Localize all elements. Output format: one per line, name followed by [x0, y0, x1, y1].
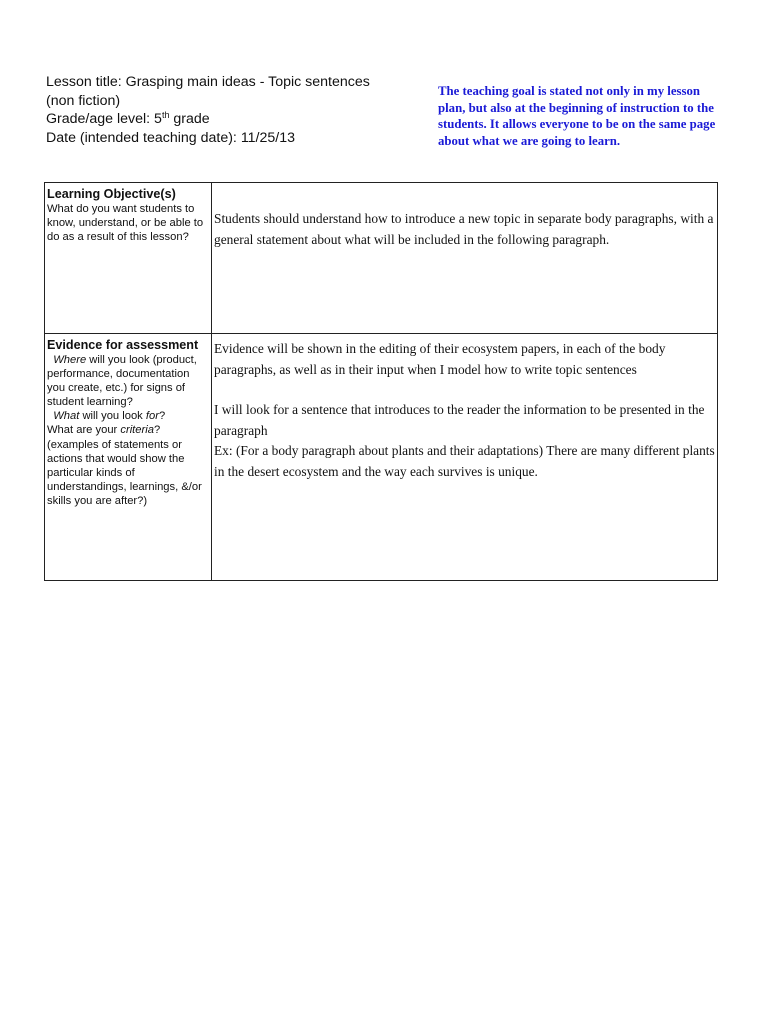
- objective-label: Learning Objective(s): [47, 187, 176, 201]
- evidence-label: Evidence for assessment: [47, 338, 199, 352]
- what-end: ?: [158, 410, 166, 423]
- evidence-paragraph-2: I will look for a sentence that introduces to the reader the information to be presented in the paragraph: [214, 402, 705, 438]
- table-row: [45, 334, 718, 581]
- lesson-title: Lesson title: Grasping main ideas - Topic sentences: [46, 74, 370, 90]
- objective-content: Students should understand how to introduce a new topic in separate body paragraphs, with a general statement about what will be included in the following paragraph.: [214, 211, 714, 247]
- grade-suffix-sup: th: [161, 110, 170, 121]
- criteria-text: ? (examples of statements or actions that would show the particular kinds of understandings, learnings, &/or skills you are after?): [47, 424, 202, 507]
- lesson-subtitle: (non fiction): [46, 92, 121, 109]
- what-text: will you look: [79, 410, 146, 423]
- lesson-header: [46, 73, 426, 147]
- objective-prompt: What do you want students to know, understand, or be able to do as a result of this lesson?: [47, 203, 204, 244]
- teaching-goal-note: The teaching goal is stated not only in my lesson plan, but also at the beginning of instruction to the students. It allows everyone to be on the same page about what we are going to learn.: [438, 84, 716, 148]
- evidence-prompt: [47, 353, 210, 508]
- evidence-content-cell: [212, 334, 718, 581]
- where-text: will you look (product, performance, documentation you create, etc.) for signs of student learning?: [47, 354, 197, 409]
- grade-level: [46, 110, 426, 129]
- paragraph-gap: [214, 380, 715, 400]
- objective-content-cell: [212, 183, 718, 334]
- for-emphasis: for: [145, 410, 159, 423]
- objective-label-cell: [45, 183, 212, 334]
- criteria-prefix: What are your: [47, 424, 121, 437]
- where-emphasis: Where: [53, 354, 87, 366]
- evidence-paragraph-1: Evidence will be shown in the editing of their ecosystem papers, in each of the body paragraphs, as well as in their input when I model how to write topic sentences: [214, 341, 666, 377]
- what-emphasis: What: [53, 410, 80, 423]
- evidence-paragraph-3: Ex: (For a body paragraph about plants and their adaptations) There are many different plants in the desert ecosystem and the way each survives is unique.: [214, 443, 715, 479]
- grade-prefix: Grade/age level: 5: [46, 111, 162, 128]
- teaching-date: Date (intended teaching date): 11/25/13: [46, 129, 295, 146]
- lesson-plan-table: [44, 182, 718, 581]
- table-row: [45, 183, 718, 334]
- criteria-emphasis: criteria: [120, 424, 154, 437]
- grade-suffix: grade: [169, 111, 210, 128]
- evidence-label-cell: [45, 334, 212, 581]
